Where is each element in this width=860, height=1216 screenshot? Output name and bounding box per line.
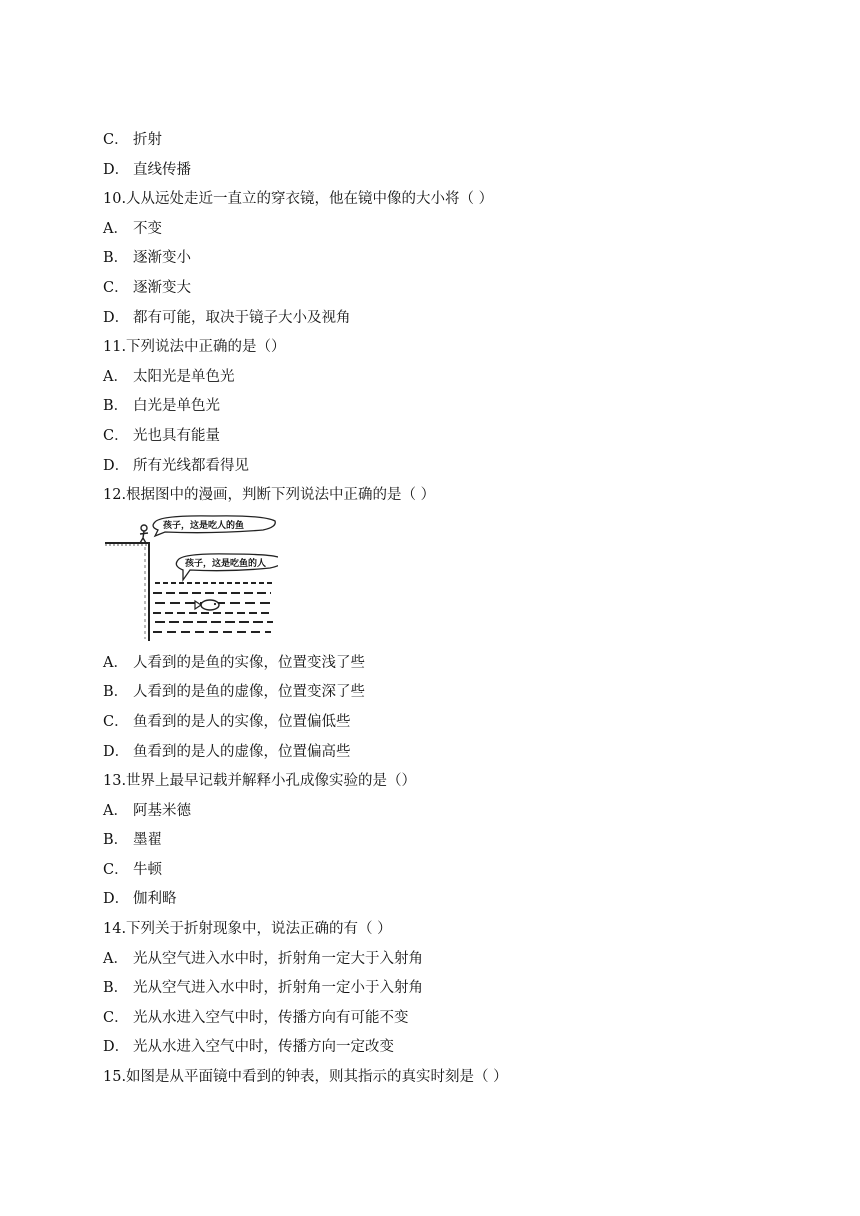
option-text: 太阳光是单色光 [133, 368, 235, 385]
answer-option [103, 392, 783, 422]
answer-option [103, 215, 783, 245]
option-text: 所有光线都看得见 [133, 457, 249, 474]
option-letter: C． [103, 132, 129, 148]
fish-speech-text: 孩子，这是吃鱼的人 [185, 558, 267, 569]
option-letter: D． [103, 891, 130, 908]
option-text: 人看到的是鱼的虚像，位置变深了些 [133, 684, 365, 701]
answer-option [103, 1004, 783, 1034]
answer-option [103, 738, 783, 768]
fisherman-cartoon-illustration [103, 515, 278, 645]
option-letter: A． [103, 802, 128, 819]
answer-option [103, 708, 783, 738]
answer-option [103, 885, 783, 915]
option-text: 鱼看到的是人的虚像，位置偏高些 [133, 743, 351, 760]
answer-option [103, 856, 783, 886]
option-letter: B． [103, 684, 129, 701]
option-letter: A． [103, 368, 128, 385]
answer-option [103, 422, 783, 452]
option-letter: C． [103, 1009, 129, 1026]
option-text: 阿基米德 [133, 802, 191, 819]
option-letter: B． [103, 398, 129, 415]
answer-option [103, 244, 783, 274]
option-letter: B． [103, 250, 129, 267]
option-text: 白光是单色光 [133, 398, 220, 415]
question-stem: 15.如图是从平面镜中看到的钟表，则其指示的真实时刻是（ ） [103, 1069, 508, 1086]
option-text: 伽利略 [133, 891, 177, 908]
answer-option [103, 452, 783, 482]
answer-option [103, 1033, 783, 1063]
option-text: 鱼看到的是人的实像，位置偏低些 [133, 713, 351, 730]
option-text: 光从空气进入水中时，折射角一定大于入射角 [133, 950, 423, 967]
option-letter: C． [103, 861, 129, 878]
option-letter: C． [103, 427, 129, 444]
option-text: 直线传播 [133, 161, 191, 178]
option-text: 牛顿 [133, 861, 162, 878]
question-list [103, 126, 783, 1093]
question-stem: 12.根据图中的漫画，判断下列说法中正确的是（ ） [103, 487, 436, 504]
option-letter: A． [103, 654, 128, 671]
option-letter: A． [103, 220, 128, 237]
option-text: 光从空气进入水中时，折射角一定小于入射角 [133, 980, 423, 997]
option-letter: C． [103, 713, 129, 730]
answer-option [103, 678, 783, 708]
option-letter: B． [103, 980, 129, 997]
answer-option [103, 126, 783, 156]
option-text: 不变 [133, 220, 162, 237]
option-letter: C． [103, 279, 129, 296]
option-letter: B． [103, 832, 129, 849]
person-speech-text: 孩子，这是吃人的鱼 [163, 520, 245, 531]
option-letter: D． [103, 457, 130, 474]
option-letter: D． [103, 1039, 130, 1056]
option-text: 光也具有能量 [133, 427, 220, 444]
option-text: 逐渐变小 [133, 250, 191, 267]
answer-option [103, 156, 783, 186]
answer-option [103, 363, 783, 393]
question-stem: 10.人从远处走近一直立的穿衣镜，他在镜中像的大小将（ ） [103, 191, 494, 208]
answer-option [103, 945, 783, 975]
option-letter: D． [103, 309, 130, 326]
answer-option [103, 649, 783, 679]
option-text: 逐渐变大 [133, 279, 191, 296]
cartoon-figure [103, 515, 783, 645]
option-letter: A． [103, 950, 128, 967]
option-text: 光从水进入空气中时，传播方向有可能不变 [133, 1009, 409, 1026]
answer-option [103, 826, 783, 856]
option-text: 墨翟 [133, 832, 162, 849]
option-text: 都有可能，取决于镜子大小及视角 [133, 309, 351, 326]
question-stem: 11.下列说法中正确的是（） [103, 339, 286, 356]
option-text: 人看到的是鱼的实像，位置变浅了些 [133, 654, 365, 671]
option-text: 光从水进入空气中时，传播方向一定改变 [133, 1039, 394, 1056]
answer-option [103, 304, 783, 334]
answer-option [103, 974, 783, 1004]
question-stem: 14.下列关于折射现象中，说法正确的有（ ） [103, 921, 392, 938]
option-text: 折射 [133, 132, 162, 148]
option-letter: D． [103, 743, 130, 760]
answer-option [103, 797, 783, 827]
question-stem: 13.世界上最早记载并解释小孔成像实验的是（） [103, 773, 417, 790]
answer-option [103, 274, 783, 304]
option-letter: D． [103, 161, 130, 178]
